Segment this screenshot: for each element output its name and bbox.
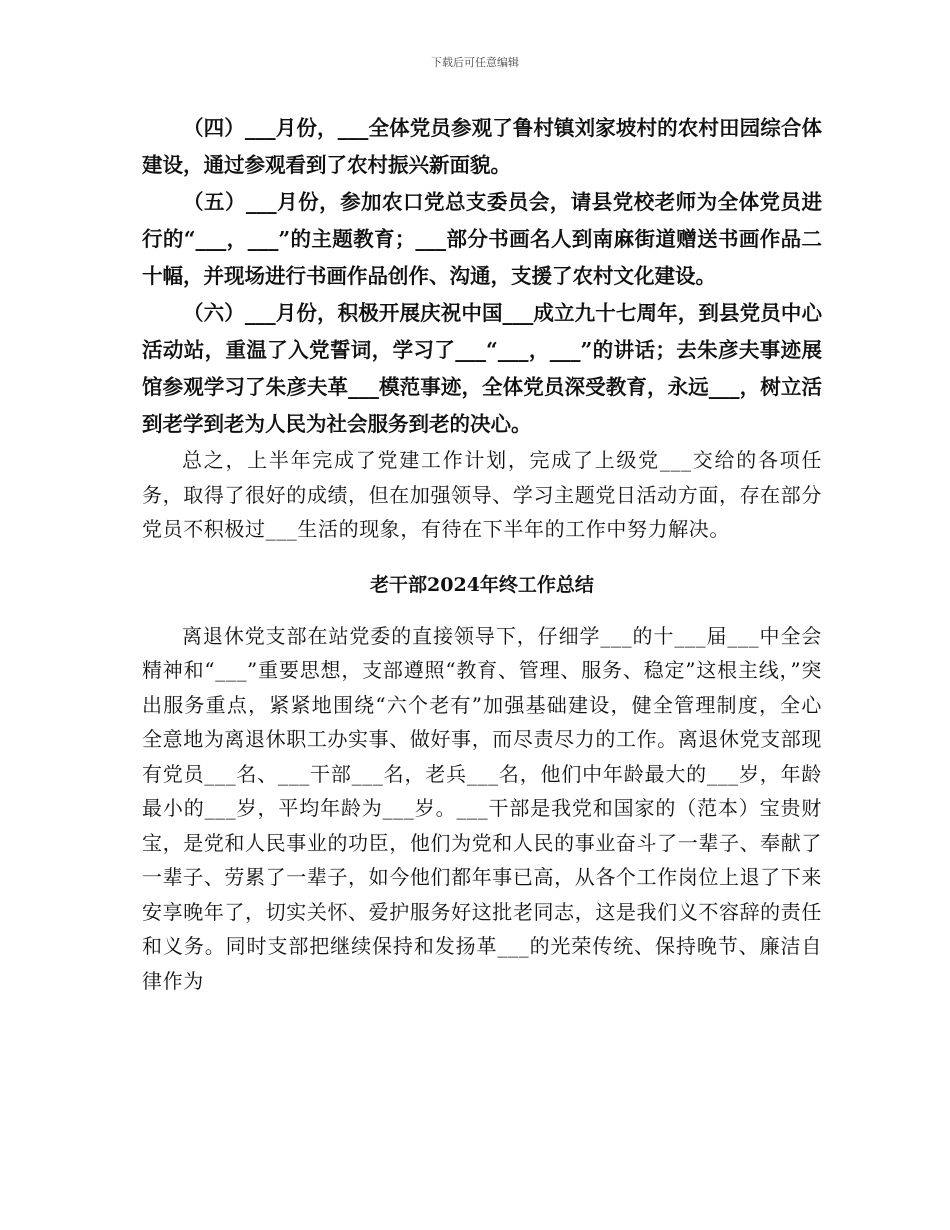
- paragraph-item-6: （六）___月份，积极开展庆祝中国___成立九十七周年，到县党员中心活动站，重温了入党誓词，学习了___“___，___”的讲话；去朱彦夫事迹展馆参观学习了朱彦夫革___模范事迹，全体党员深受教育，永远___，树立活到老学到老为人民为社会服务到老的决心。: [142, 301, 822, 436]
- paragraph-item-4: （四）___月份，___全体党员参观了鲁村镇刘家坡村的农村田园综合体建设，通过参观看到了农村振兴新面貌。: [142, 116, 822, 177]
- summary-paragraph: 总之，上半年完成了党建工作计划，完成了上级党___交给的各项任务，取得了很好的成绩，但在加强领导、学习主题党日活动方面，存在部分党员不积极过___生活的现象，有待在下半年的工作中努力解决。: [142, 448, 822, 541]
- body-paragraph: 离退休党支部在站党委的直接领导下，仔细学___的十___届___中全会精神和“___”重要思想，支部遵照“教育、管理、服务、稳定”这根主线，”突出服务重点，紧紧地围绕“六个老有”加强基础建设，健全管理制度，全心全意地为离退休职工办实事、做好事，而尽责尽力的工作。离退休党支部现有党员___名、___干部___名，老兵___名，他们中年龄最大的___岁，年龄最小的___岁，平均年龄为___岁。___干部是我党和国家的（范本）宝贵财宝，是党和人民事业的功臣，他们为党和人民的事业奋斗了一辈子、奉献了一辈子、劳累了一辈子，如今他们都年事已高，从各个工作岗位上退了下来安享晚年了，切实关怀、爱护服务好这批老同志，这是我们义不容辞的责任和义务。同时支部把继续保持和发扬革___的光荣传统、保持晚节、廉洁自律作为: [142, 623, 822, 993]
- section-title: 老干部2024年终工作总结: [370, 573, 594, 596]
- paragraph-item-5: （五）___月份，参加农口党总支委员会，请县党校老师为全体党员进行的“___，___”的主题教育；___部分书画名人到南麻街道赠送书画作品二十幅，并现场进行书画作品创作、沟通，支援了农村文化建设。: [142, 190, 822, 288]
- page-header: 下载后可任意编辑: [431, 56, 519, 69]
- document-body: [142, 110, 822, 998]
